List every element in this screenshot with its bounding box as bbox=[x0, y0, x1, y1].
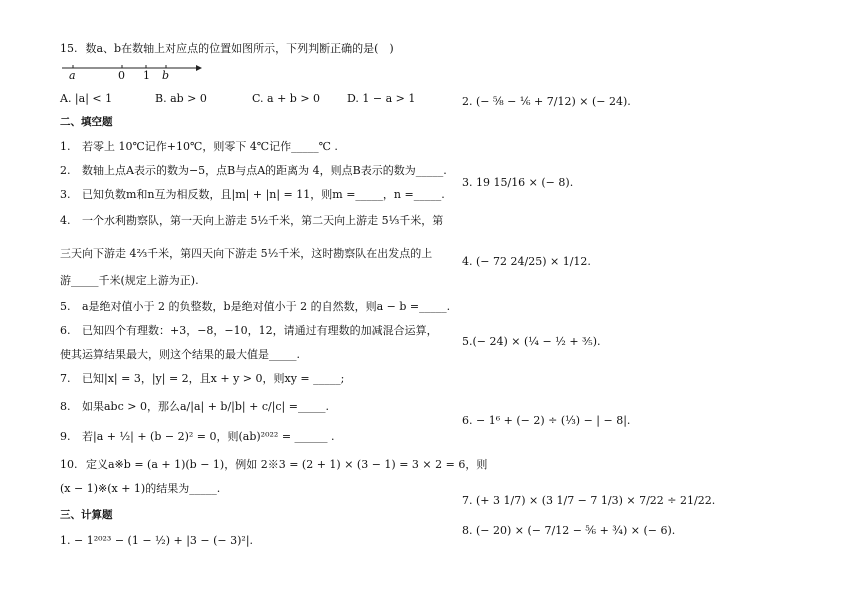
tick-a: a bbox=[69, 69, 76, 82]
section-calc-heading: 三、计算题 bbox=[60, 509, 113, 521]
option-d: D. 1 − a > 1 bbox=[347, 92, 416, 105]
fill-item-continued: 三天向下游走 4⅔千米，第四天向下游走 5½千米，这时勘察队在出发点的上 bbox=[60, 247, 433, 260]
calc-item-3: 3. 19 15/16 × (− 8). bbox=[462, 176, 574, 189]
fill-item-continued: (x − 1)※(x + 1)的结果为_____. bbox=[60, 482, 221, 495]
number-line bbox=[60, 62, 205, 84]
calc-item-1: 1. − 1²⁰²³ − (1 − ½) + |3 − (− 3)²|. bbox=[60, 534, 254, 547]
fill-item-continued: 使其运算结果最大，则这个结果的最大值是_____. bbox=[60, 348, 300, 361]
fill-item: 3. 已知负数m和n互为相反数，且|m| + |n| = 11，则m =_____，n =_____. bbox=[60, 188, 445, 201]
fill-item: 2. 数轴上点A表示的数为−5，点B与点A的距离为 4，则点B表示的数为_____. bbox=[60, 164, 447, 177]
question-15 bbox=[60, 42, 394, 56]
fill-item: 5. a是绝对值小于 2 的负整数，b是绝对值小于 2 的自然数，则a − b =_____. bbox=[60, 300, 451, 313]
fill-item: 4. 一个水利勘察队，第一天向上游走 5½千米，第二天向上游走 5⅓千米，第 bbox=[60, 214, 444, 227]
calc-item-8: 8. (− 20) × (− 7/12 − ⅚ + ¾) × (− 6). bbox=[462, 524, 676, 537]
calc-item-2: 2. (− ⅝ − ⅙ + 7/12) × (− 24). bbox=[462, 95, 631, 108]
question-number: 15. bbox=[60, 42, 78, 55]
fill-item: 8. 如果abc > 0，那么a/|a| + b/|b| + c/|c| =_____. bbox=[60, 400, 329, 413]
fill-item-continued: 游_____千米(规定上游为正). bbox=[60, 274, 199, 287]
calc-item-5: 5.(− 24) × (¼ − ½ + ⅗). bbox=[462, 335, 601, 348]
tick-zero: 0 bbox=[118, 69, 125, 82]
fill-item: 1. 若零上 10℃记作+10℃，则零下 4℃记作_____℃ . bbox=[60, 140, 338, 153]
fill-item: 9. 若|a + ½| + (b − 2)² = 0，则(ab)²⁰²² = ______ . bbox=[60, 430, 335, 443]
tick-one: 1 bbox=[143, 69, 150, 82]
fill-item: 10. 定义a※b = (a + 1)(b − 1)，例如 2※3 = (2 + 1) × (3 − 1) = 3 × 2 = 6，则 bbox=[60, 458, 488, 471]
option-c: C. a + b > 0 bbox=[252, 92, 321, 105]
section-fill-in-heading: 二、填空题 bbox=[60, 116, 113, 128]
calc-item-7: 7. (+ 3 1/7) × (3 1/7 − 7 1/3) × 7/22 ÷ 21/22. bbox=[462, 494, 716, 507]
calc-item-4: 4. (− 72 24/25) × 1/12. bbox=[462, 255, 591, 268]
number-line-axis bbox=[60, 62, 205, 84]
option-b: B. ab > 0 bbox=[155, 92, 207, 105]
option-a: A. |a| < 1 bbox=[60, 92, 113, 105]
calc-item-6: 6. − 1⁶ + (− 2) ÷ (⅓) − | − 8|. bbox=[462, 414, 631, 427]
fill-item: 7. 已知|x| = 3，|y| = 2，且x + y > 0，则xy = _____; bbox=[60, 372, 345, 385]
tick-b: b bbox=[162, 69, 170, 82]
question-text: 数a、b在数轴上对应点的位置如图所示，下列判断正确的是( ) bbox=[85, 42, 394, 55]
fill-item: 6. 已知四个有理数：+3，−8，−10，12，请通过有理数的加减混合运算， bbox=[60, 324, 438, 337]
